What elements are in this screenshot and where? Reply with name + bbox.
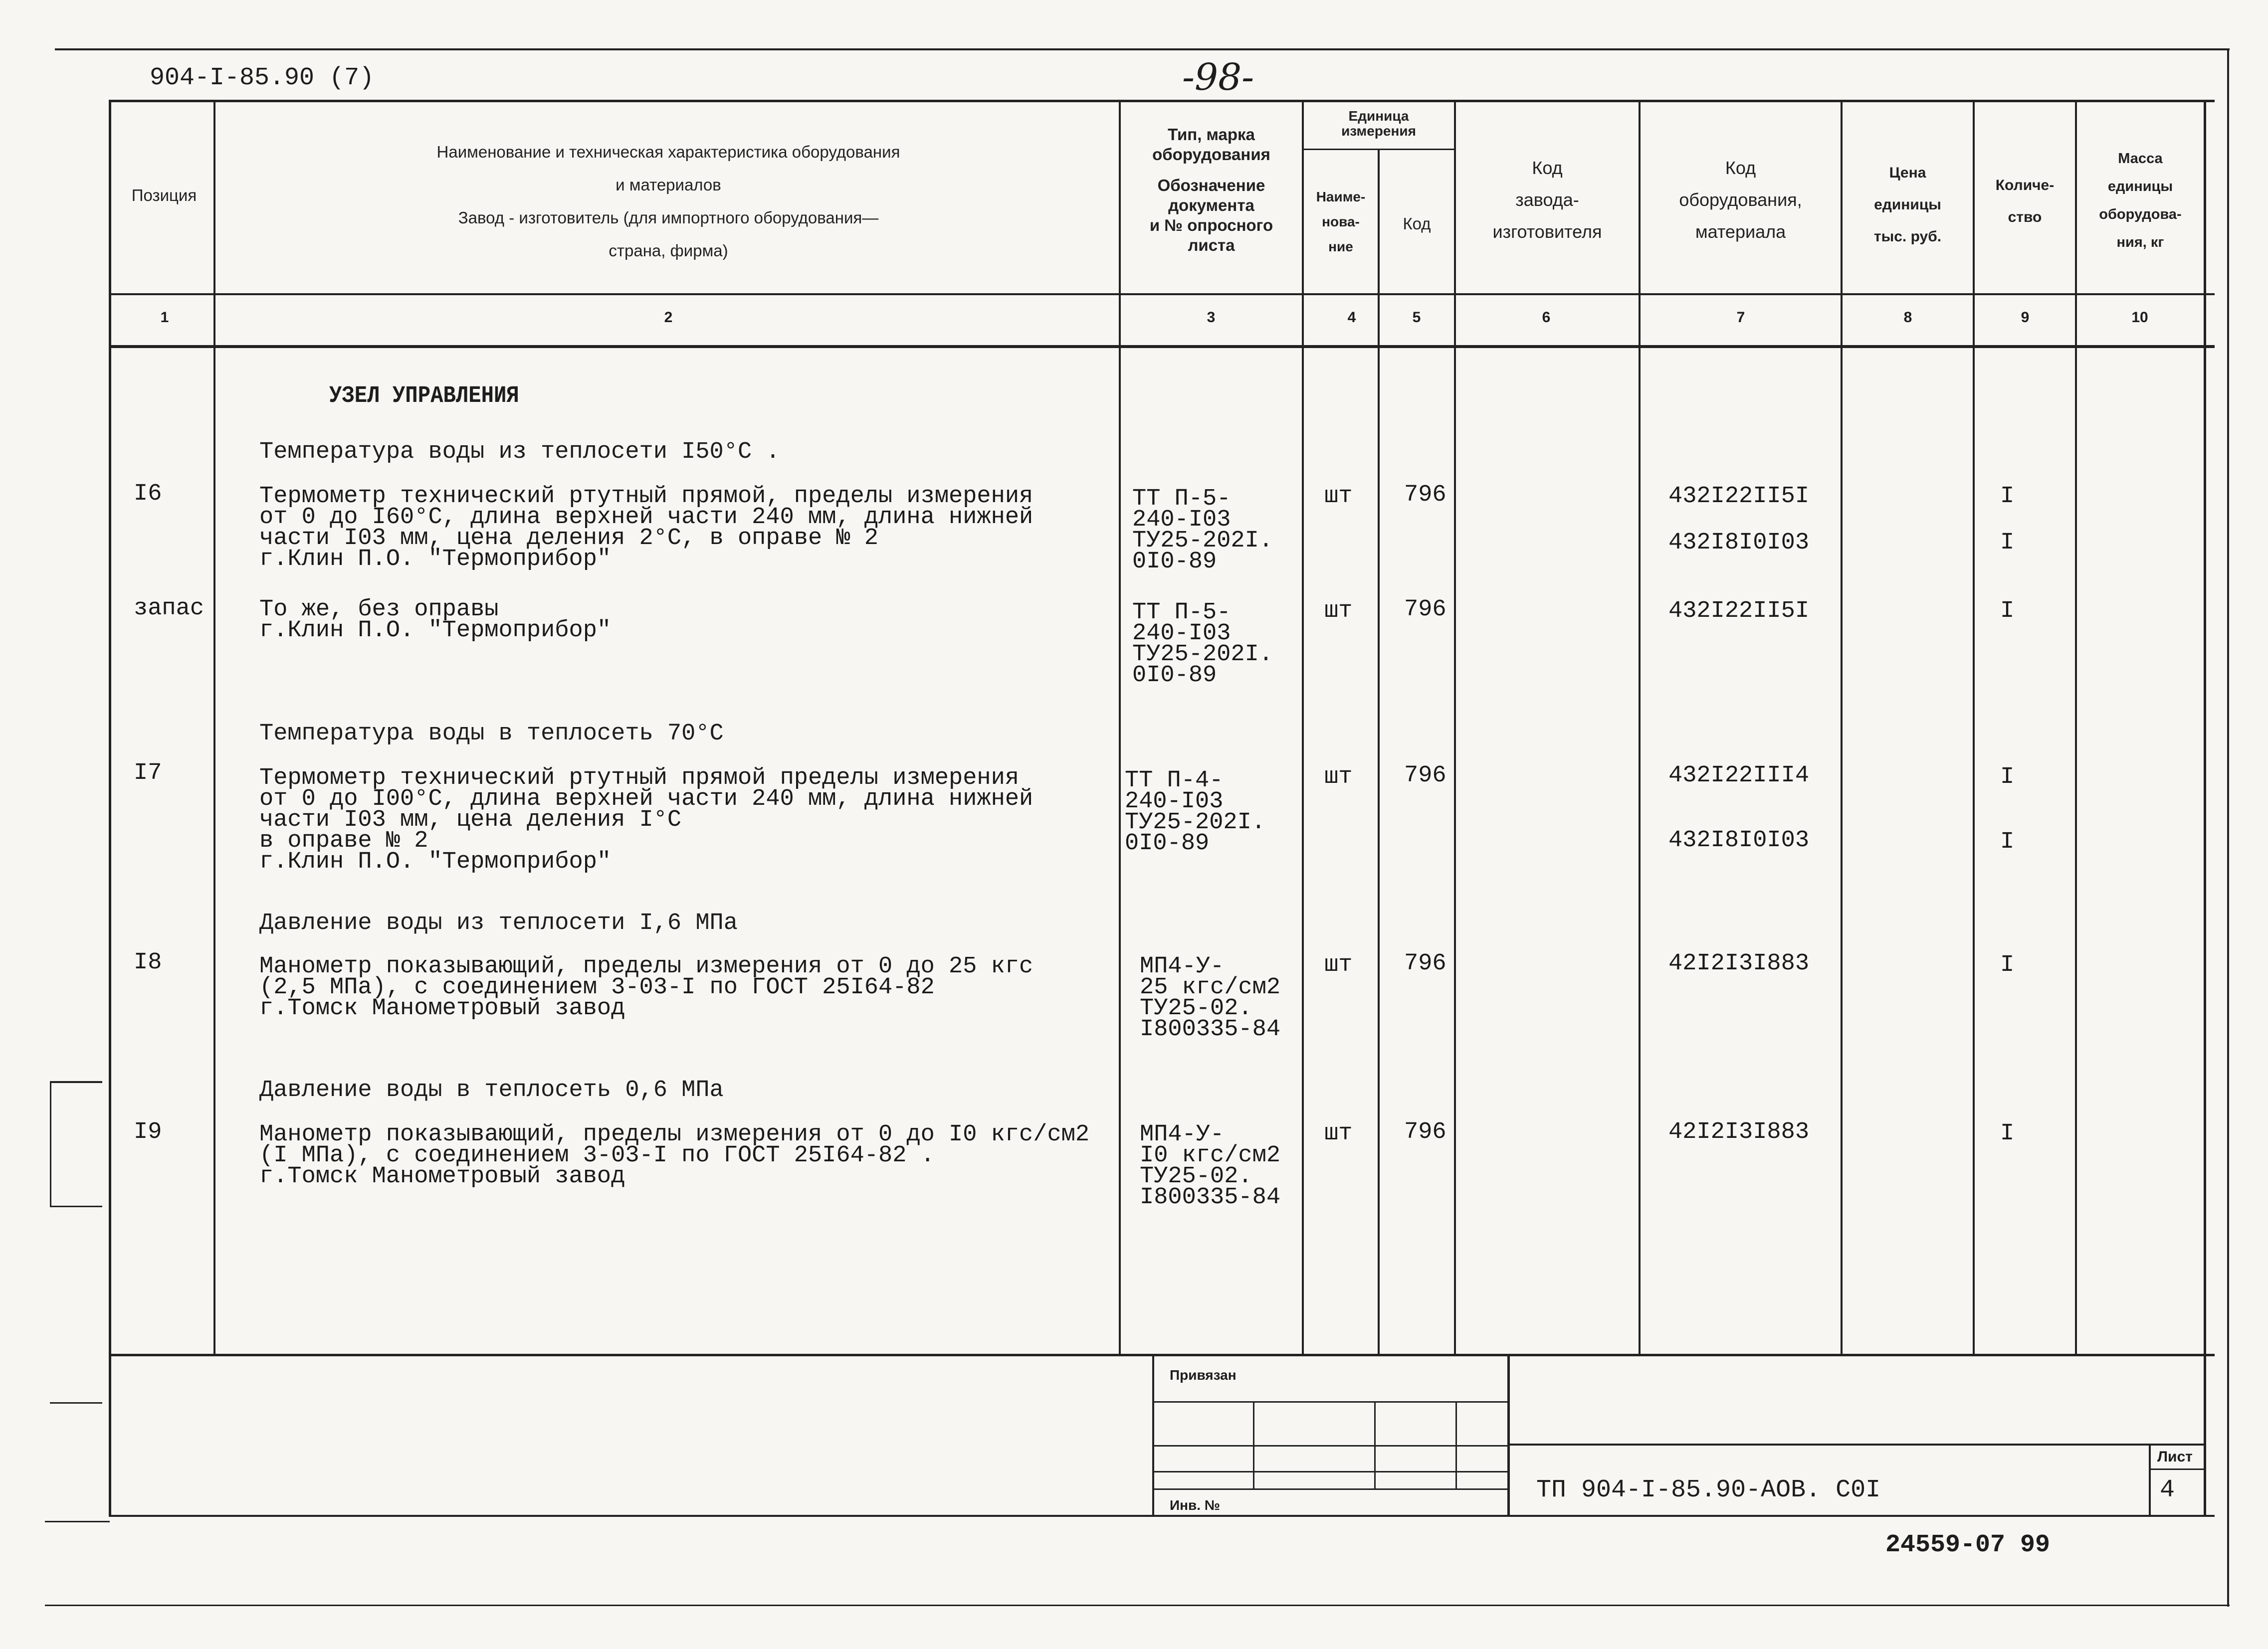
table-bottom-line xyxy=(110,1354,2215,1356)
header-bottom-line xyxy=(110,293,2215,295)
section-heading-3: Давление воды из теплосети I,6 МПа xyxy=(259,910,738,936)
col-number-6: 6 xyxy=(1542,309,1551,326)
col-divider-4 xyxy=(1378,150,1380,1354)
row-i6-quantity-1: I xyxy=(2000,483,2015,510)
stamp-row-line-2 xyxy=(1154,1445,1507,1447)
row-i9-position: I9 xyxy=(134,1119,162,1145)
row-reserve-unit: шт xyxy=(1324,598,1353,624)
row-i7-equipment-code-1: 432I22III4 xyxy=(1668,762,1810,789)
page-number: -98- xyxy=(1182,56,1254,99)
row-i9-unit: шт xyxy=(1324,1120,1353,1147)
col-number-4: 4 xyxy=(1347,309,1356,326)
col-number-2: 2 xyxy=(664,309,673,326)
stamp-inner-line-3 xyxy=(1455,1401,1457,1488)
col-divider-6 xyxy=(1639,100,1641,1354)
row-reserve-quantity: I xyxy=(2000,598,2015,624)
row-i7-quantity-2: I xyxy=(2000,829,2015,855)
col-number-1: 1 xyxy=(160,309,169,326)
col-divider-9 xyxy=(2075,100,2077,1354)
stamp-sheet-label: Лист xyxy=(2157,1449,2193,1465)
row-i7-description: Термометр технический ртутный прямой пределы измерения от 0 до I00°С, длина верхней части 240 мм, длина нижней части I03 мм, цена деления I°С в оправе № 2 г.Клин П.О. "Термоприбор" xyxy=(259,765,1033,875)
row-i9-unit-code: 796 xyxy=(1404,1119,1446,1145)
stamp-inner-line-2 xyxy=(1374,1401,1376,1488)
row-i6-quantity-2: I xyxy=(2000,530,2015,556)
section-heading-4: Давление воды в теплосеть 0,6 МПа xyxy=(259,1077,724,1103)
right-edge-line xyxy=(2227,48,2229,1607)
header-type: Тип, марка оборудования Обозначение документа и № опросного листа xyxy=(1149,125,1273,254)
col-divider-1 xyxy=(213,100,215,1354)
col-divider-8 xyxy=(1973,100,1975,1354)
stamp-inventory-label: Инв. № xyxy=(1170,1497,1221,1513)
margin-bottom-mark xyxy=(45,1521,110,1522)
section-title: УЗЕЛ УПРАВЛЕНИЯ xyxy=(329,383,519,409)
section-heading-2: Температура воды в теплосеть 70°С xyxy=(259,721,724,747)
row-i9-description: Манометр показывающий, пределы измерения от 0 до I0 кгс/см2 (I МПа), с соединением 3-03-I по ГОСТ 25I64-82 . г.Томск Манометровый завод xyxy=(259,1121,1090,1190)
header-unit-code: Код xyxy=(1403,214,1431,233)
row-reserve-position: запас xyxy=(134,595,205,622)
row-i8-quantity: I xyxy=(2000,952,2015,978)
frame-right-line xyxy=(2204,100,2206,1517)
header-unit: Единица измерения xyxy=(1341,108,1416,139)
row-i8-unit-code: 796 xyxy=(1404,950,1446,977)
unit-header-line xyxy=(1302,149,1454,150)
col-number-9: 9 xyxy=(2021,309,2030,326)
col-divider-7 xyxy=(1841,100,1843,1354)
stamp-row-line-1 xyxy=(1154,1401,1507,1403)
row-reserve-type: ТТ П-5- 240-I03 ТУ25-202I. 0I0-89 xyxy=(1132,599,1273,689)
col-number-7: 7 xyxy=(1736,309,1745,326)
row-reserve-description: То же, без оправы г.Клин П.О. "Термоприбор" xyxy=(259,596,612,644)
row-i6-equipment-code-1: 432I22II5I xyxy=(1668,483,1810,510)
row-i7-unit: шт xyxy=(1324,764,1353,790)
stamp-document-designation: ТП 904-I-85.90-АОВ. С0I xyxy=(1536,1476,1881,1504)
stamp-row-line-4 xyxy=(1154,1488,1507,1490)
row-i7-equipment-code-2: 432I8I0I03 xyxy=(1668,827,1810,854)
row-i9-equipment-code: 42I2I3I883 xyxy=(1668,1119,1810,1145)
header-mass: Масса единицы оборудова- ния, кг xyxy=(2099,151,2182,250)
bottom-edge-line xyxy=(45,1605,2230,1606)
margin-mark-1 xyxy=(50,1081,102,1083)
margin-mark-3 xyxy=(50,1402,102,1404)
row-i7-position: I7 xyxy=(134,760,162,786)
header-quantity: Количе- ство xyxy=(1995,177,2055,225)
col-divider-5 xyxy=(1454,100,1456,1354)
row-i6-position: I6 xyxy=(134,481,162,507)
header-unit-name: Наиме- нова- ние xyxy=(1316,189,1366,254)
row-i7-unit-code: 796 xyxy=(1404,762,1446,789)
archive-number: 24559-07 99 xyxy=(1885,1531,2051,1559)
margin-vertical-1 xyxy=(50,1081,51,1206)
document-code: 904-I-85.90 (7) xyxy=(150,64,375,92)
row-i6-equipment-code-2: 432I8I0I03 xyxy=(1668,530,1810,556)
row-i8-position: I8 xyxy=(134,949,162,976)
stamp-sheet-number: 4 xyxy=(2160,1476,2175,1504)
row-i6-description: Термометр технический ртутный прямой, пределы измерения от 0 до I60°С, длина верхней части 240 мм, длина нижней части I03 мм, цена деления 2°С, в оправе № 2 г.Клин П.О. "Термоприбор" xyxy=(259,483,1033,572)
col-number-bottom-line xyxy=(110,345,2215,348)
section-heading-1: Температура воды из теплосети I50°С . xyxy=(259,439,780,465)
row-i8-description: Манометр показывающий, пределы измерения от 0 до 25 кгс (2,5 МПа), с соединением 3-03-I по ГОСТ 25I64-82 г.Томск Манометровый завод xyxy=(259,953,1033,1022)
table-top-line xyxy=(110,100,2215,102)
row-i9-type: МП4-У- I0 кгс/см2 ТУ25-02. I800335-84 xyxy=(1140,1121,1281,1211)
stamp-inner-line-1 xyxy=(1253,1401,1254,1488)
header-factory-code: Код завода- изготовителя xyxy=(1492,158,1602,242)
col-number-3: 3 xyxy=(1207,309,1216,326)
header-price: Цена единицы тыс. руб. xyxy=(1873,165,1942,245)
row-i6-type: ТТ П-5- 240-I03 ТУ25-202I. 0I0-89 xyxy=(1132,486,1273,575)
frame-bottom-line xyxy=(110,1515,2215,1517)
top-edge-line xyxy=(55,48,2230,50)
stamp-bound-label: Привязан xyxy=(1170,1367,1237,1383)
row-i6-unit-code: 796 xyxy=(1404,482,1446,508)
col-divider-3 xyxy=(1302,100,1304,1354)
col-number-10: 10 xyxy=(2131,309,2148,326)
row-reserve-unit-code: 796 xyxy=(1404,596,1446,623)
row-i7-quantity-1: I xyxy=(2000,764,2015,790)
col-number-5: 5 xyxy=(1412,309,1421,326)
stamp-row-line-3 xyxy=(1154,1471,1507,1472)
row-reserve-equipment-code: 432I22II5I xyxy=(1668,598,1810,624)
stamp-sheet-line xyxy=(2149,1444,2151,1517)
header-name: Наименование и техническая характеристика оборудования и материалов Завод - изготовитель (для импортного оборудования— страна, фирма) xyxy=(436,143,900,260)
stamp-mid-line xyxy=(1507,1354,1510,1517)
row-i8-type: МП4-У- 25 кгс/см2 ТУ25-02. I800335-84 xyxy=(1140,953,1281,1043)
row-i7-type: ТТ П-4- 240-I03 ТУ25-202I. 0I0-89 xyxy=(1125,767,1266,857)
row-i8-equipment-code: 42I2I3I883 xyxy=(1668,950,1810,977)
stamp-sheet-row-line xyxy=(2151,1468,2204,1470)
header-equipment-code: Код оборудования, материала xyxy=(1679,158,1802,242)
row-i9-quantity: I xyxy=(2000,1120,2015,1147)
stamp-left-line xyxy=(1152,1354,1154,1517)
row-i8-unit: шт xyxy=(1324,952,1353,978)
col-divider-2 xyxy=(1119,100,1121,1354)
margin-mark-2 xyxy=(50,1206,102,1207)
col-number-8: 8 xyxy=(1903,309,1912,326)
frame-left-line xyxy=(109,100,111,1517)
row-i6-unit: шт xyxy=(1324,483,1353,510)
stamp-designation-line xyxy=(1510,1444,2204,1446)
header-position: Позиция xyxy=(131,186,197,204)
